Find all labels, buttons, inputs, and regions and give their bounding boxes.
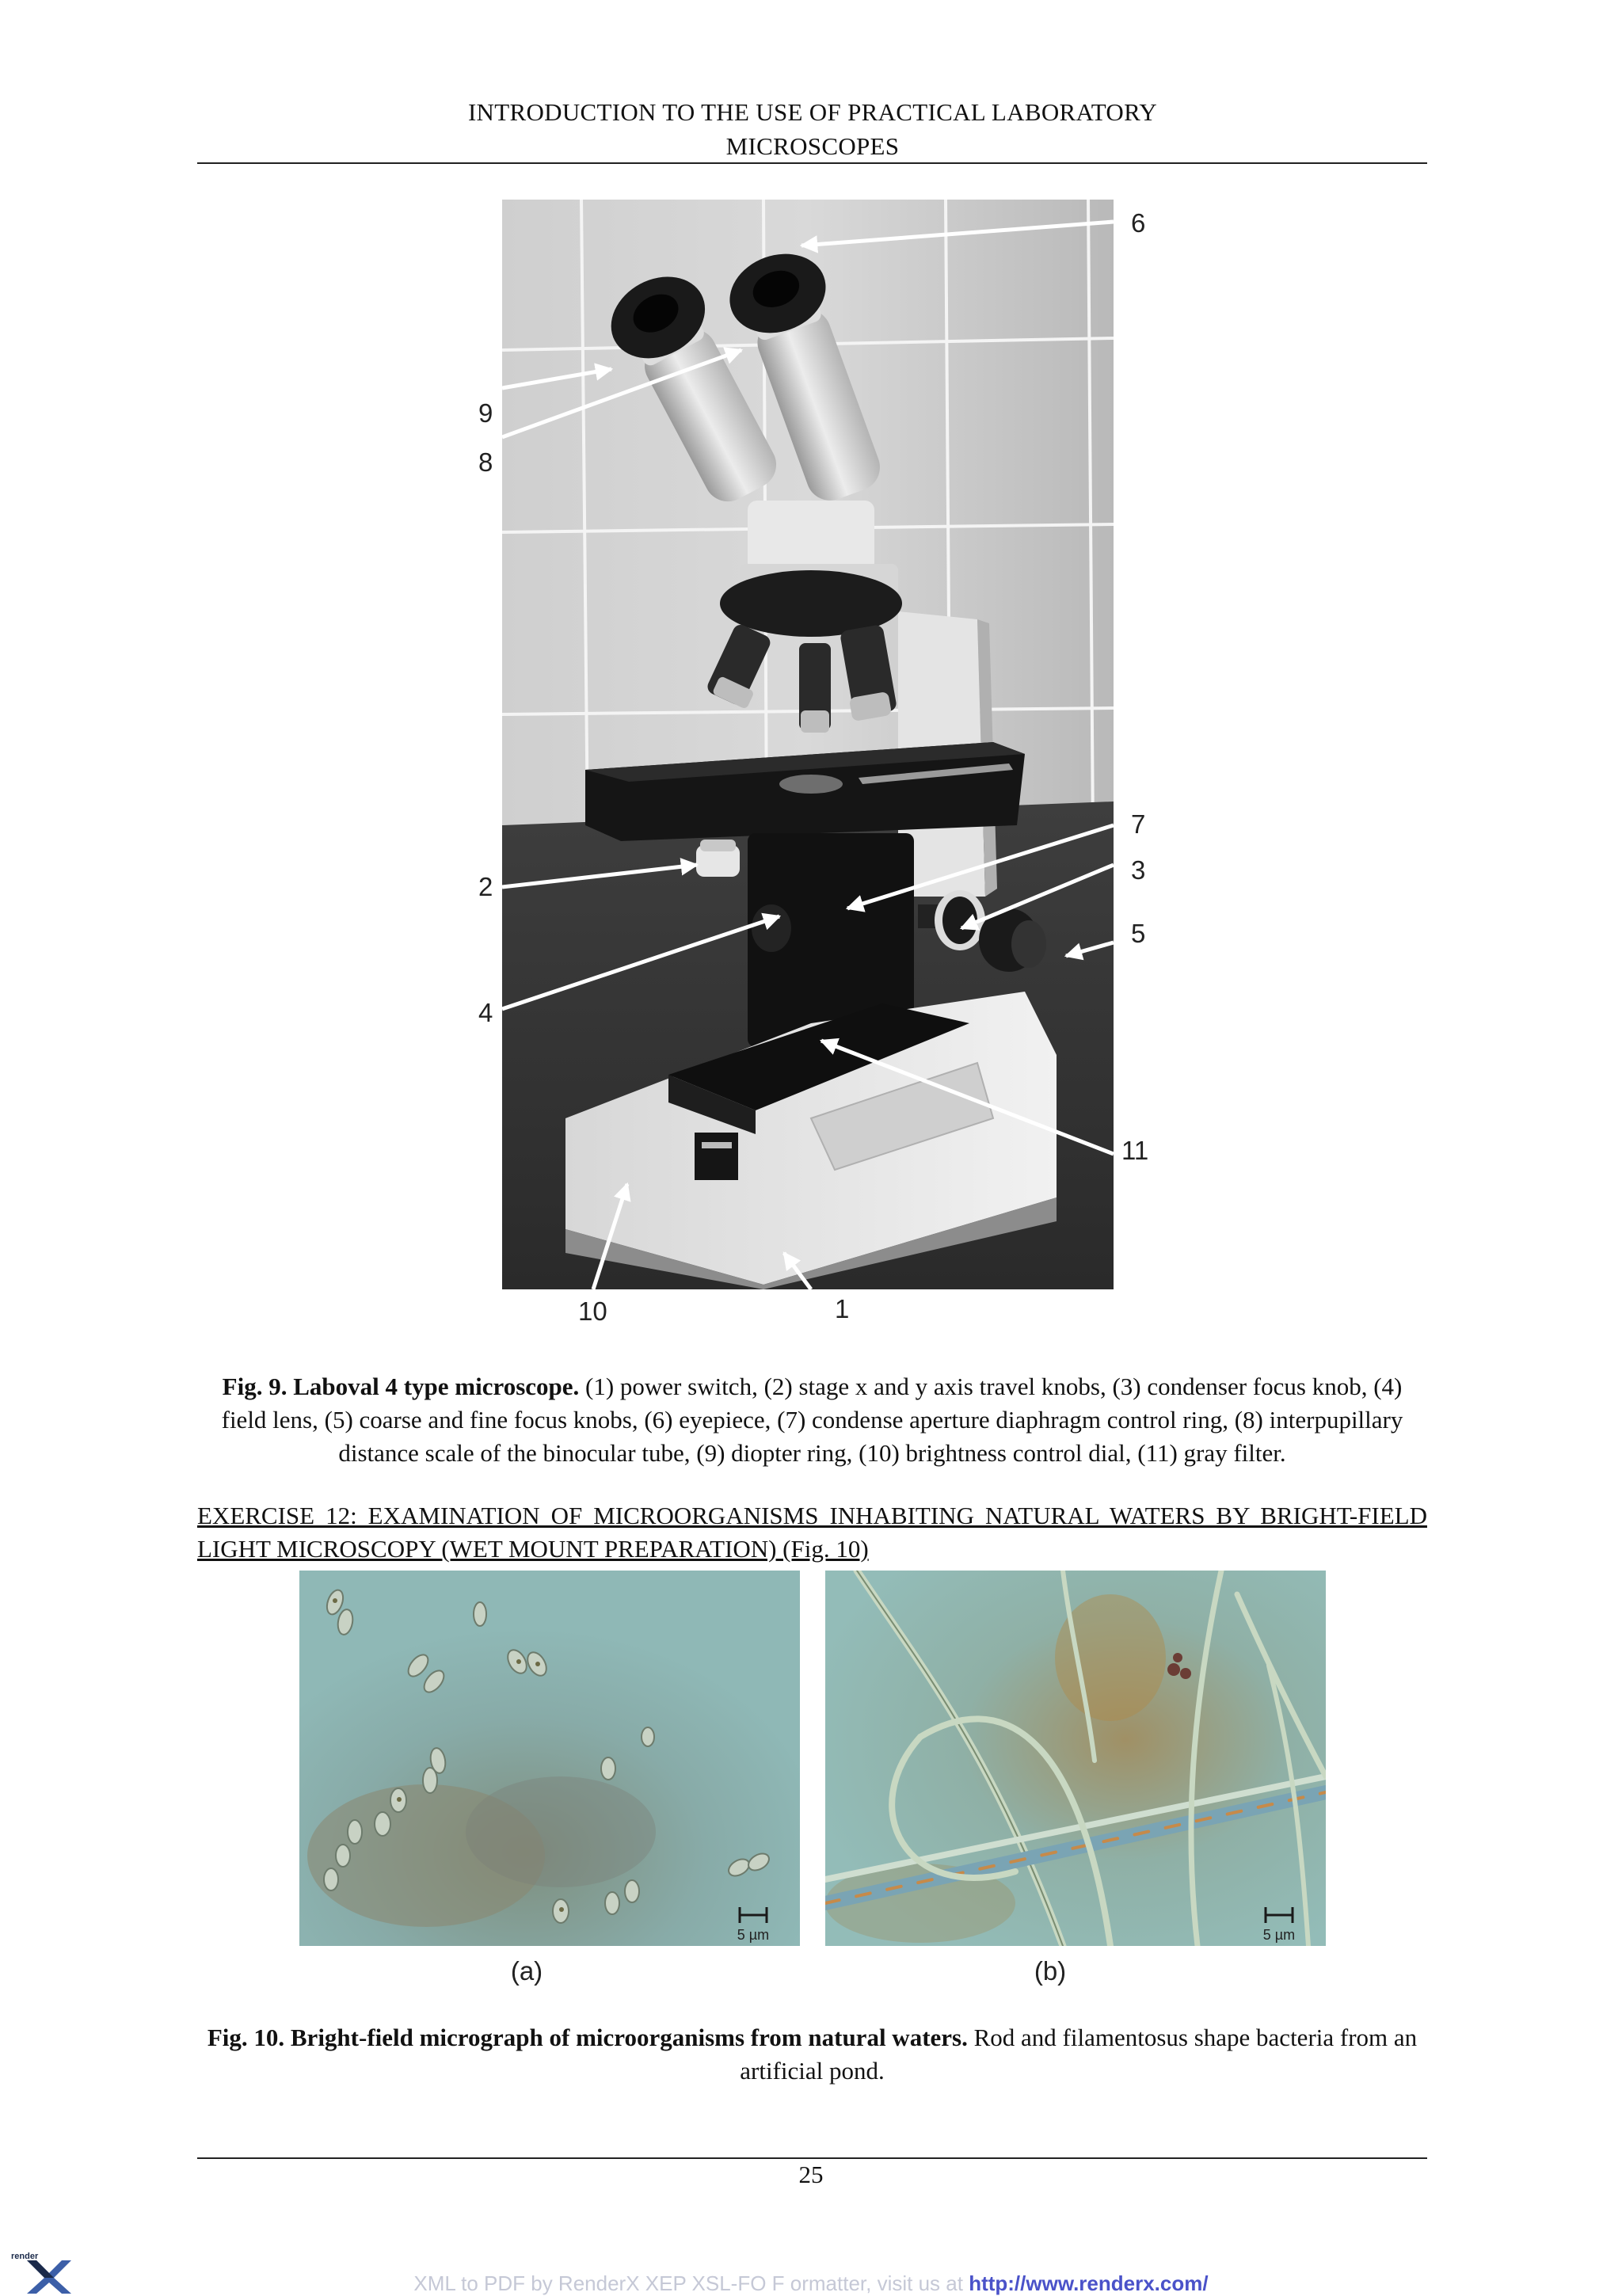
microscope-photo [502, 200, 1114, 1289]
footer-rule [197, 2157, 1427, 2159]
figure-9-caption-text: (1) power switch, (2) stage x and y axis travel knobs, (3) condenser focus knob, (4) field lens, (5) coarse and fine focus knobs, (6) eyepiece, (7) condense aperture diaphragm control ring, (8) interpupillary distance scale of the binocular tube, (9) diopter ring, (10) brightness control dial, (11) gray filter. [221, 1373, 1403, 1467]
subfigure-label-b: (b) [1034, 1956, 1067, 1986]
callout-8: 8 [478, 447, 493, 477]
callout-4: 4 [478, 998, 493, 1027]
callout-7: 7 [1131, 809, 1146, 839]
callout-5: 5 [1131, 919, 1146, 948]
header-line-2: MICROSCOPES [725, 132, 900, 160]
scale-bar-b-label: 5 µm [1262, 1927, 1296, 1943]
callout-10: 10 [578, 1296, 607, 1326]
micrograph-a [299, 1571, 800, 1946]
callout-9: 9 [478, 398, 493, 428]
page-number: 25 [798, 2161, 824, 2188]
header-line-1: INTRODUCTION TO THE USE OF PRACTICAL LABORATORY [467, 98, 1158, 126]
exercise-heading: EXERCISE 12: EXAMINATION OF MICROORGANISMS INHABITING NATURAL WATERS BY BRIGHT-FIELD LIGHT MICROSCOPY (WET MOUNT PREPARATION) (Fig. 10) [197, 1502, 1427, 1563]
callout-3: 3 [1131, 855, 1146, 885]
callout-1: 1 [835, 1294, 850, 1323]
scale-bar-a-label: 5 µm [737, 1927, 770, 1943]
callout-2: 2 [478, 872, 493, 901]
footer-text: XML to PDF by RenderX XEP XSL-FO F ormatter, visit us at [413, 2271, 969, 2295]
subfigure-label-a: (a) [510, 1956, 543, 1986]
callout-11: 11 [1121, 1136, 1149, 1165]
renderx-logo-word: render [11, 2252, 39, 2261]
running-header [198, 95, 1427, 163]
header-rule [197, 162, 1427, 164]
renderx-footer [0, 2271, 1622, 2296]
micrograph-b [825, 1571, 1326, 1946]
figure-9-caption [197, 1370, 1427, 1470]
figure-10-caption [197, 2021, 1427, 2088]
figure-10-caption-text: Rod and filamentosus shape bacteria from an artificial pond. [740, 2024, 1418, 2085]
renderx-link[interactable]: http://www.renderx.com/ [969, 2271, 1209, 2295]
callout-6: 6 [1131, 208, 1146, 238]
figure-9-caption-title: Fig. 9. Laboval 4 type microscope. [222, 1373, 580, 1400]
figure-10-caption-title: Fig. 10. Bright-field micrograph of microorganisms from natural waters. [207, 2024, 968, 2051]
